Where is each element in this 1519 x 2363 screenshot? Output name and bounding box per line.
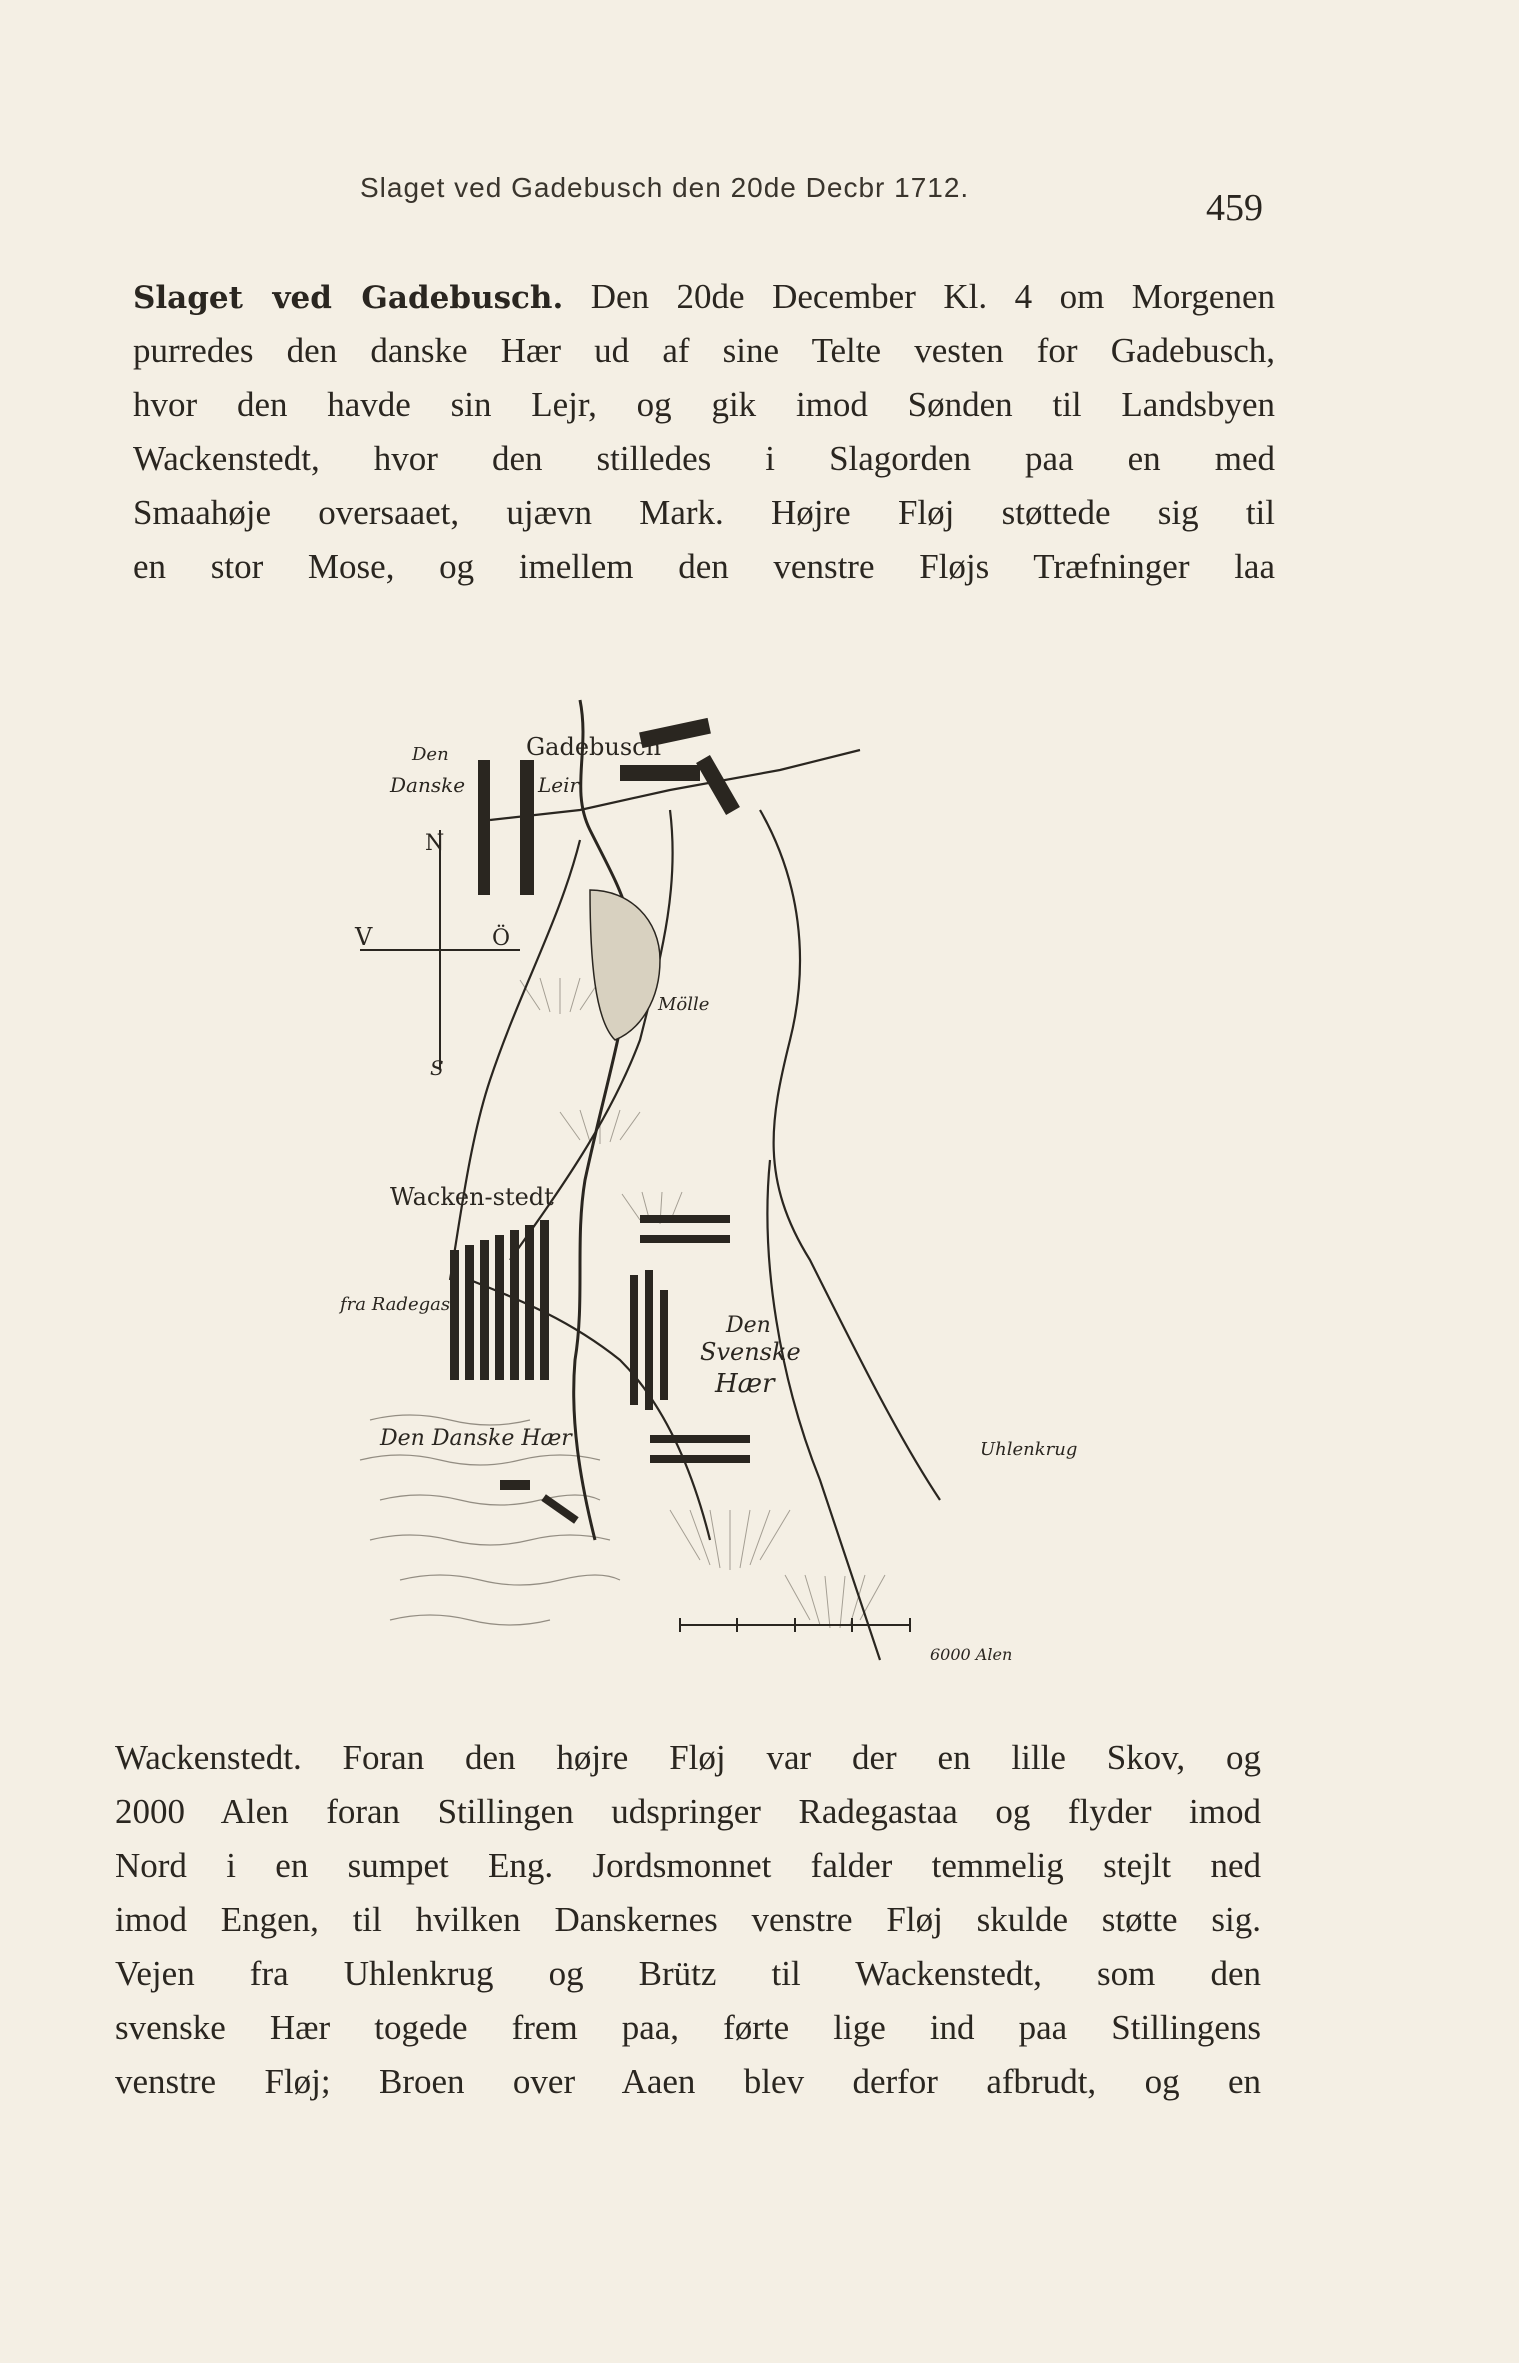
compass-south: S: [430, 1056, 444, 1080]
mill-pond: [590, 890, 660, 1040]
danish-army-formation: [450, 1220, 579, 1524]
label-wackenstedt: Wacken-stedt: [390, 1183, 554, 1211]
label-den: Den: [412, 744, 449, 765]
paragraph-line: 2000 Alen foran Stillingen udspringer Radegastaa og flyder imod: [115, 1792, 1261, 1831]
paragraph-line: Wackenstedt. Foran den højre Fløj var der en lille Skov, og: [115, 1738, 1261, 1777]
paragraph-line: Smaahøje oversaaet, ujævn Mark. Højre Fløj støttede sig til: [133, 493, 1275, 532]
paragraph-line: en stor Mose, og imellem den venstre Fløjs Træfninger laa: [133, 547, 1275, 586]
paragraph-line: Vejen fra Uhlenkrug og Brütz til Wackenstedt, som den: [115, 1954, 1261, 1993]
battle-map: [340, 660, 1100, 1680]
scale-bar: [680, 1618, 910, 1632]
paragraph-top: [133, 270, 1275, 594]
page-number: 459: [1206, 187, 1263, 229]
label-fra-radegast: fra Radegast: [340, 1294, 458, 1315]
paragraph-bottom: [115, 1731, 1261, 2109]
battle-map-drawing: [340, 660, 1100, 1680]
paragraph-line: hvor den havde sin Lejr, og gik imod Sønden til Landsbyen: [133, 385, 1275, 424]
label-scale: 6000 Alen: [930, 1645, 1013, 1664]
label-svenske-haer-line1: Den: [726, 1313, 771, 1338]
paragraph-line: Nord i en sumpet Eng. Jordsmonnet falder temmelig stejlt ned: [115, 1846, 1261, 1885]
paragraph-line: Wackenstedt, hvor den stilledes i Slagorden paa en med: [133, 439, 1275, 478]
label-uhlenkrug: Uhlenkrug: [980, 1439, 1078, 1460]
label-gadebusch: Gadebusch: [526, 733, 662, 761]
running-title: Slaget ved Gadebusch den 20de Decbr 1712.: [360, 172, 970, 203]
compass-north: N: [425, 831, 445, 856]
label-den-danske-haer: Den Danske Hær: [380, 1426, 572, 1451]
hill-hatching: [520, 978, 885, 1628]
paragraph-line: svenske Hær togede frem paa, førte lige ind paa Stillingens: [115, 2008, 1261, 2047]
paragraph-line-text: Den 20de December Kl. 4 om Morgenen: [590, 277, 1275, 316]
paragraph-line: venstre Fløj; Broen over Aaen blev derfor afbrudt, og en: [115, 2062, 1261, 2101]
compass-west: V: [355, 923, 373, 951]
paragraph-line: [133, 270, 1275, 324]
compass-east: Ö: [492, 926, 511, 951]
paragraph-line: imod Engen, til hvilken Danskernes venstre Fløj skulde støtte sig.: [115, 1900, 1261, 1939]
label-molle: Mölle: [658, 994, 710, 1015]
label-svenske-haer-line3: Hær: [715, 1369, 775, 1399]
danish-camp: [478, 760, 534, 895]
label-svenske-haer-line2: Svenske: [700, 1338, 801, 1366]
label-danske: Danske: [390, 773, 466, 797]
section-lead: Slaget ved Gadebusch.: [133, 280, 564, 316]
paragraph-line: purredes den danske Hær ud af sine Telte vesten for Gadebusch,: [133, 331, 1275, 370]
label-leir: Leir: [538, 773, 580, 797]
